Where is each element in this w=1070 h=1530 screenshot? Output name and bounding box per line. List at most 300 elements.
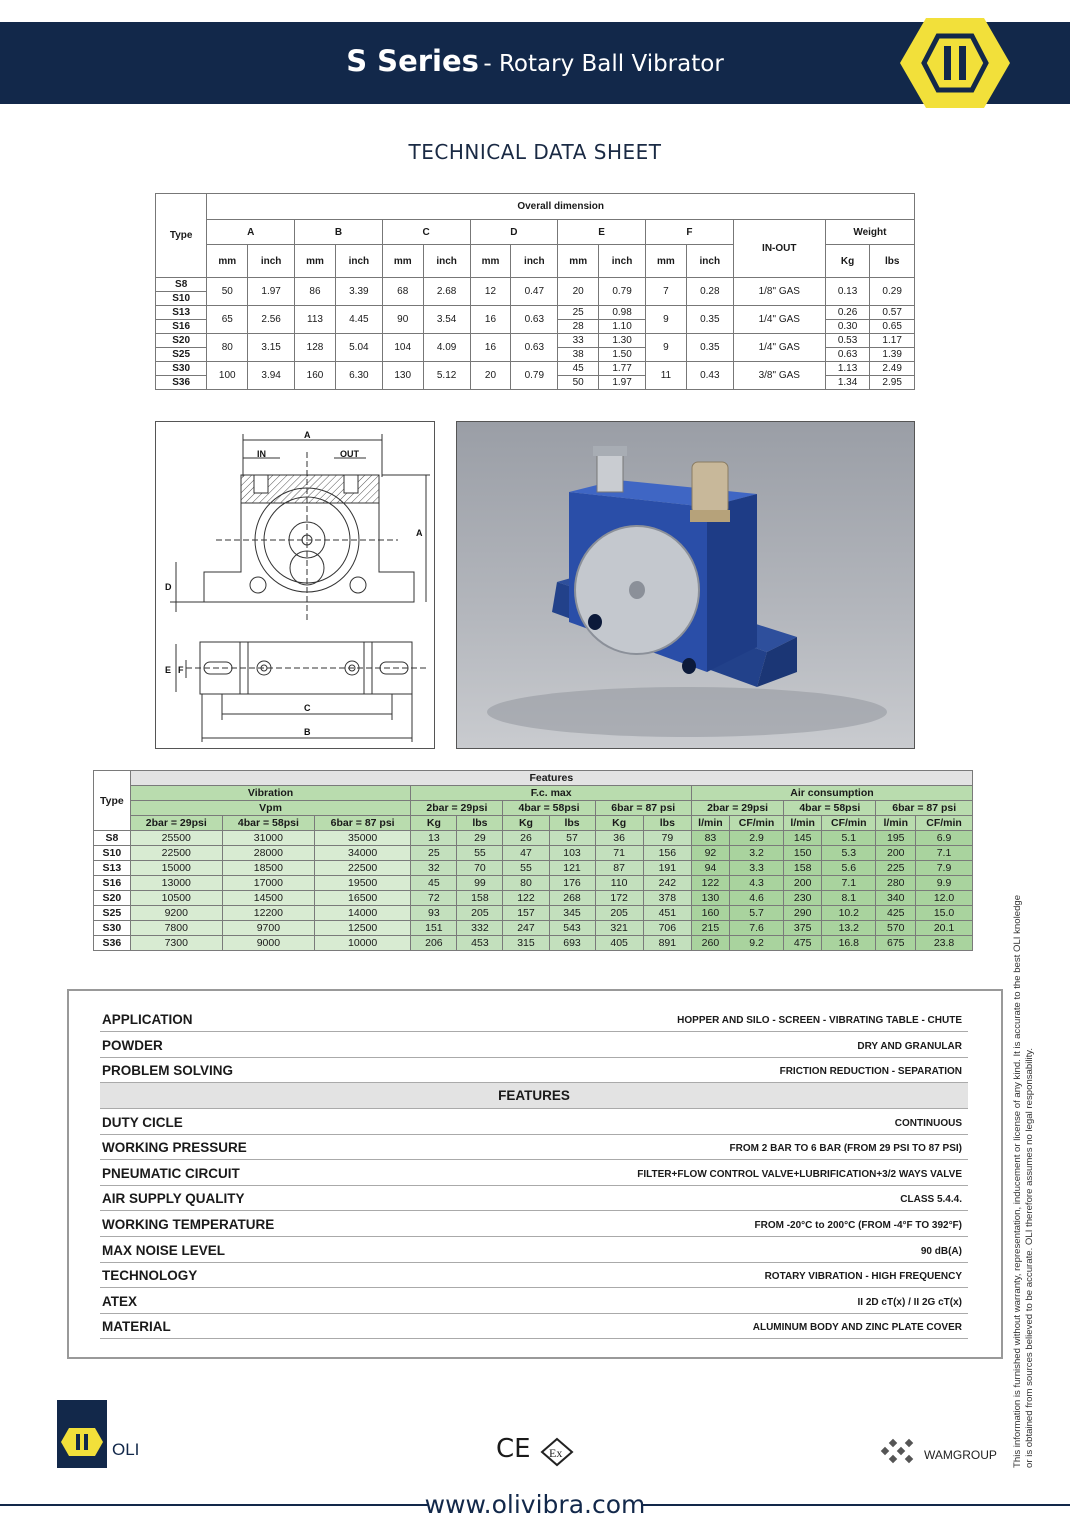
spec-label: POWDER <box>102 1038 163 1053</box>
feature-cell: 315 <box>503 936 549 951</box>
feature-cell: 7.9 <box>916 861 973 876</box>
feature-cell: 260 <box>691 936 729 951</box>
feature-cell: 94 <box>691 861 729 876</box>
unit: l/min <box>876 816 916 831</box>
drawing-svg <box>156 422 434 748</box>
feature-cell: 378 <box>643 891 691 906</box>
feature-cell: 14000 <box>314 906 410 921</box>
dim-cell: 65 <box>207 306 248 334</box>
spec-label: MAX NOISE LEVEL <box>102 1243 226 1258</box>
feature-cell: 20.1 <box>916 921 973 936</box>
feature-cell: 9200 <box>130 906 222 921</box>
dim-cell: 2.56 <box>248 306 295 334</box>
fc-pressure: 6bar = 87 psi <box>595 801 691 816</box>
dim-cell: 0.98 <box>599 306 646 320</box>
type-cell: S10 <box>94 846 131 861</box>
unit: CF/min <box>729 816 783 831</box>
feature-cell: 9000 <box>222 936 314 951</box>
spec-row <box>100 1313 968 1339</box>
label-b: B <box>304 727 311 737</box>
oli-brand: OLI <box>112 1440 140 1459</box>
inout-cell: 1/8" GAS <box>733 278 825 306</box>
dimension-table <box>155 193 915 390</box>
wamgroup-logo-icon <box>880 1436 920 1468</box>
feature-cell: 2.9 <box>729 831 783 846</box>
dim-cell: 160 <box>295 362 336 390</box>
feature-cell: 891 <box>643 936 691 951</box>
dim-cell: 6.30 <box>335 362 382 390</box>
dim-cell: 16 <box>470 306 511 334</box>
dim-cell: 128 <box>295 334 336 362</box>
feature-cell: 3.3 <box>729 861 783 876</box>
unit: CF/min <box>916 816 973 831</box>
feature-cell: 205 <box>457 906 503 921</box>
dim-cell: 16 <box>470 334 511 362</box>
feature-cell: 150 <box>784 846 822 861</box>
spec-row <box>100 1109 968 1135</box>
dim-cell: 0.35 <box>686 306 733 334</box>
unit: Kg <box>825 245 870 278</box>
dim-cell: 0.26 <box>825 306 870 320</box>
feature-cell: 92 <box>691 846 729 861</box>
feature-cell: 156 <box>643 846 691 861</box>
feature-cell: 122 <box>503 891 549 906</box>
label-in: IN <box>257 449 266 459</box>
dim-header-b: B <box>295 220 383 245</box>
feature-cell: 6.9 <box>916 831 973 846</box>
ce-mark: CE <box>496 1434 531 1464</box>
features-row <box>94 861 973 876</box>
feature-cell: 3.2 <box>729 846 783 861</box>
spec-row <box>100 1262 968 1288</box>
vpm-header: Vpm <box>130 801 411 816</box>
dim-cell: 5.12 <box>423 362 470 390</box>
spec-label: ATEX <box>102 1294 138 1309</box>
feature-cell: 25 <box>411 846 457 861</box>
feature-cell: 215 <box>691 921 729 936</box>
type-cell: S13 <box>156 306 207 320</box>
feature-cell: 110 <box>595 876 643 891</box>
feature-cell: 32 <box>411 861 457 876</box>
dimension-row <box>156 278 915 292</box>
feature-cell: 9.2 <box>729 936 783 951</box>
feature-cell: 34000 <box>314 846 410 861</box>
dim-cell: 0.28 <box>686 278 733 306</box>
feature-cell: 340 <box>876 891 916 906</box>
vib-pressure: 2bar = 29psi <box>130 816 222 831</box>
spec-value: DRY AND GRANULAR <box>857 1041 962 1052</box>
vibrator-image <box>457 422 914 748</box>
unit: mm <box>646 245 687 278</box>
inout-cell: 3/8" GAS <box>733 362 825 390</box>
overall-dimension-header: Overall dimension <box>207 194 915 220</box>
feature-cell: 5.7 <box>729 906 783 921</box>
dim-cell: 20 <box>470 362 511 390</box>
feature-cell: 130 <box>691 891 729 906</box>
type-cell: S20 <box>94 891 131 906</box>
dim-cell: 45 <box>558 362 599 376</box>
feature-cell: 191 <box>643 861 691 876</box>
feature-cell: 200 <box>876 846 916 861</box>
type-cell: S20 <box>156 334 207 348</box>
dim-header-d: D <box>470 220 558 245</box>
spec-value: FROM -20°C to 200°C (FROM -4°F TO 392°F) <box>754 1220 962 1231</box>
label-f: F <box>178 665 184 675</box>
spec-value: 90 dB(A) <box>920 1246 962 1257</box>
feature-cell: 405 <box>595 936 643 951</box>
features-row <box>94 906 973 921</box>
feature-cell: 80 <box>503 876 549 891</box>
features-row <box>94 936 973 951</box>
dim-cell: 0.35 <box>686 334 733 362</box>
type-cell: S36 <box>94 936 131 951</box>
spec-value: FILTER+FLOW CONTROL VALVE+LUBRIFICATION+3/2 WAYS VALVE <box>637 1169 962 1180</box>
dim-cell: 0.13 <box>825 278 870 306</box>
feature-cell: 103 <box>549 846 595 861</box>
unit: mm <box>558 245 599 278</box>
dim-cell: 1.30 <box>599 334 646 348</box>
feature-cell: 570 <box>876 921 916 936</box>
air-pressure: 4bar = 58psi <box>784 801 876 816</box>
feature-cell: 4.6 <box>729 891 783 906</box>
dim-cell: 38 <box>558 348 599 362</box>
feature-cell: 87 <box>595 861 643 876</box>
feature-cell: 693 <box>549 936 595 951</box>
feature-cell: 16500 <box>314 891 410 906</box>
dim-cell: 1.50 <box>599 348 646 362</box>
type-cell: S8 <box>94 831 131 846</box>
dim-cell: 11 <box>646 362 687 390</box>
fc-max-header: F.c. max <box>411 786 692 801</box>
feature-cell: 345 <box>549 906 595 921</box>
feature-cell: 15.0 <box>916 906 973 921</box>
dim-cell: 1.97 <box>248 278 295 306</box>
feature-cell: 9700 <box>222 921 314 936</box>
unit: lbs <box>643 816 691 831</box>
feature-cell: 706 <box>643 921 691 936</box>
feature-cell: 79 <box>643 831 691 846</box>
type-cell: S10 <box>156 292 207 306</box>
dim-cell: 9 <box>646 334 687 362</box>
dim-cell: 1.13 <box>825 362 870 376</box>
unit: mm <box>470 245 511 278</box>
feature-cell: 453 <box>457 936 503 951</box>
website-url[interactable]: www.olivibra.com <box>424 1490 646 1519</box>
feature-cell: 19500 <box>314 876 410 891</box>
dim-cell: 1.17 <box>870 334 915 348</box>
spec-label: APPLICATION <box>102 1012 193 1027</box>
dim-cell: 3.54 <box>423 306 470 334</box>
unit: mm <box>207 245 248 278</box>
label-out: OUT <box>340 449 359 459</box>
feature-cell: 158 <box>784 861 822 876</box>
spec-value: CONTINUOUS <box>894 1118 962 1129</box>
feature-cell: 4.3 <box>729 876 783 891</box>
feature-cell: 25500 <box>130 831 222 846</box>
unit: inch <box>423 245 470 278</box>
spec-row <box>100 1185 968 1211</box>
dim-cell: 33 <box>558 334 599 348</box>
feature-cell: 151 <box>411 921 457 936</box>
dim-cell: 68 <box>382 278 423 306</box>
feature-cell: 10.2 <box>822 906 876 921</box>
feature-cell: 17000 <box>222 876 314 891</box>
dim-cell: 0.63 <box>825 348 870 362</box>
dim-cell: 90 <box>382 306 423 334</box>
dim-cell: 1.39 <box>870 348 915 362</box>
dim-cell: 50 <box>558 376 599 390</box>
feature-cell: 195 <box>876 831 916 846</box>
feature-cell: 205 <box>595 906 643 921</box>
dim-cell: 3.39 <box>335 278 382 306</box>
features-row <box>94 921 973 936</box>
dim-cell: 0.47 <box>511 278 558 306</box>
spec-row <box>100 1160 968 1186</box>
type-cell: S16 <box>156 320 207 334</box>
spec-value: ALUMINUM BODY AND ZINC PLATE COVER <box>752 1322 962 1333</box>
inout-header: IN-OUT <box>733 220 825 278</box>
unit: l/min <box>691 816 729 831</box>
dim-header-f: F <box>646 220 734 245</box>
feature-cell: 7.1 <box>822 876 876 891</box>
dim-cell: 25 <box>558 306 599 320</box>
unit: Kg <box>503 816 549 831</box>
feature-cell: 5.6 <box>822 861 876 876</box>
product-photo <box>456 421 915 749</box>
features-row <box>94 846 973 861</box>
feature-cell: 12200 <box>222 906 314 921</box>
feature-cell: 675 <box>876 936 916 951</box>
air-pressure: 2bar = 29psi <box>691 801 783 816</box>
spec-value: HOPPER AND SILO - SCREEN - VIBRATING TABLE - CHUTE <box>677 1015 962 1026</box>
vib-pressure: 4bar = 58psi <box>222 816 314 831</box>
spec-label: WORKING TEMPERATURE <box>102 1217 275 1232</box>
feature-cell: 71 <box>595 846 643 861</box>
dim-cell: 0.43 <box>686 362 733 390</box>
feature-cell: 157 <box>503 906 549 921</box>
spec-row <box>100 1134 968 1160</box>
label-a-side: A <box>416 528 423 538</box>
spec-row <box>100 1006 968 1032</box>
feature-cell: 93 <box>411 906 457 921</box>
disclaimer-text: This information is furnished without warranty, representation, inducement or license of any kind. It is accurate to the best OLI knoledge or is obtained from sources believed to be accurate. OLI therefore assumes no legal responsability. <box>1012 894 1035 1468</box>
inout-cell: 1/4" GAS <box>733 306 825 334</box>
feature-cell: 5.3 <box>822 846 876 861</box>
dim-cell: 2.95 <box>870 376 915 390</box>
spec-row <box>100 1057 968 1083</box>
feature-cell: 72 <box>411 891 457 906</box>
sheet-title: TECHNICAL DATA SHEET <box>408 140 662 164</box>
fc-pressure: 2bar = 29psi <box>411 801 503 816</box>
feature-cell: 31000 <box>222 831 314 846</box>
air-pressure: 6bar = 87 psi <box>876 801 973 816</box>
inout-cell: 1/4" GAS <box>733 334 825 362</box>
feature-cell: 23.8 <box>916 936 973 951</box>
feature-cell: 121 <box>549 861 595 876</box>
feature-cell: 13000 <box>130 876 222 891</box>
dim-cell: 7 <box>646 278 687 306</box>
feature-cell: 12.0 <box>916 891 973 906</box>
dim-cell: 4.45 <box>335 306 382 334</box>
feature-cell: 22500 <box>130 846 222 861</box>
unit: inch <box>335 245 382 278</box>
dim-cell: 113 <box>295 306 336 334</box>
features-title: Features <box>130 771 972 786</box>
feature-cell: 475 <box>784 936 822 951</box>
feature-cell: 45 <box>411 876 457 891</box>
dim-cell: 130 <box>382 362 423 390</box>
oli-logo-icon <box>898 16 1012 110</box>
dim-cell: 12 <box>470 278 511 306</box>
dim-cell: 104 <box>382 334 423 362</box>
feature-cell: 15000 <box>130 861 222 876</box>
type-cell: S25 <box>94 906 131 921</box>
spec-label: PNEUMATIC CIRCUIT <box>102 1166 240 1181</box>
fc-pressure: 4bar = 58psi <box>503 801 595 816</box>
feature-cell: 99 <box>457 876 503 891</box>
unit: CF/min <box>822 816 876 831</box>
unit: lbs <box>870 245 915 278</box>
dim-cell: 0.30 <box>825 320 870 334</box>
vibration-header: Vibration <box>130 786 411 801</box>
dim-cell: 0.63 <box>511 334 558 362</box>
type-cell: S25 <box>156 348 207 362</box>
feature-cell: 206 <box>411 936 457 951</box>
unit: mm <box>382 245 423 278</box>
dim-cell: 0.65 <box>870 320 915 334</box>
atex-ex-icon <box>540 1437 574 1467</box>
feature-cell: 247 <box>503 921 549 936</box>
feature-cell: 57 <box>549 831 595 846</box>
feature-cell: 26 <box>503 831 549 846</box>
label-a-top: A <box>304 430 311 440</box>
spec-label: AIR SUPPLY QUALITY <box>102 1191 245 1206</box>
dim-cell: 86 <box>295 278 336 306</box>
feature-cell: 451 <box>643 906 691 921</box>
specification-box <box>67 989 1003 1359</box>
feature-cell: 7.6 <box>729 921 783 936</box>
dim-cell: 5.04 <box>335 334 382 362</box>
spec-row <box>100 1211 968 1237</box>
oli-footer-logo-icon <box>57 1400 109 1468</box>
feature-cell: 9.9 <box>916 876 973 891</box>
dim-cell: 0.79 <box>511 362 558 390</box>
label-e: E <box>165 665 172 675</box>
type-cell: S30 <box>94 921 131 936</box>
dim-cell: 100 <box>207 362 248 390</box>
spec-label: DUTY CICLE <box>102 1115 183 1130</box>
feature-cell: 55 <box>457 846 503 861</box>
label-c: C <box>304 703 311 713</box>
unit: l/min <box>784 816 822 831</box>
spec-label: MATERIAL <box>102 1319 171 1334</box>
unit: Kg <box>411 816 457 831</box>
dim-cell: 2.49 <box>870 362 915 376</box>
type-cell: S36 <box>156 376 207 390</box>
feature-cell: 332 <box>457 921 503 936</box>
dim-cell: 4.09 <box>423 334 470 362</box>
feature-cell: 160 <box>691 906 729 921</box>
feature-cell: 230 <box>784 891 822 906</box>
feature-cell: 14500 <box>222 891 314 906</box>
unit: lbs <box>457 816 503 831</box>
svg-text:Ex: Ex <box>549 1446 563 1460</box>
dim-cell: 1.77 <box>599 362 646 376</box>
feature-cell: 13.2 <box>822 921 876 936</box>
unit: lbs <box>549 816 595 831</box>
feature-cell: 28000 <box>222 846 314 861</box>
dim-cell: 3.15 <box>248 334 295 362</box>
spec-value: FRICTION REDUCTION - SEPARATION <box>779 1066 962 1077</box>
spec-row <box>100 1032 968 1058</box>
feature-cell: 425 <box>876 906 916 921</box>
feature-cell: 7300 <box>130 936 222 951</box>
type-cell: S8 <box>156 278 207 292</box>
dim-cell: 3.94 <box>248 362 295 390</box>
dimension-row <box>156 306 915 320</box>
dim-cell: 50 <box>207 278 248 306</box>
feature-cell: 22500 <box>314 861 410 876</box>
feature-cell: 35000 <box>314 831 410 846</box>
feature-cell: 145 <box>784 831 822 846</box>
feature-cell: 12500 <box>314 921 410 936</box>
type-cell: S13 <box>94 861 131 876</box>
dim-cell: 0.63 <box>511 306 558 334</box>
feature-cell: 280 <box>876 876 916 891</box>
feature-cell: 321 <box>595 921 643 936</box>
feature-cell: 36 <box>595 831 643 846</box>
title-series: S Series <box>346 44 479 78</box>
features-row <box>94 891 973 906</box>
features-heading: FEATURES <box>100 1083 968 1109</box>
feature-cell: 176 <box>549 876 595 891</box>
feature-cell: 7800 <box>130 921 222 936</box>
dim-cell: 0.79 <box>599 278 646 306</box>
dim-cell: 0.29 <box>870 278 915 306</box>
spec-label: PROBLEM SOLVING <box>102 1063 234 1078</box>
features-row <box>94 876 973 891</box>
dim-cell: 1.34 <box>825 376 870 390</box>
features-row <box>94 831 973 846</box>
feature-cell: 158 <box>457 891 503 906</box>
feature-cell: 172 <box>595 891 643 906</box>
feature-cell: 70 <box>457 861 503 876</box>
features-table <box>93 770 973 951</box>
spec-value: ROTARY VIBRATION - HIGH FREQUENCY <box>764 1271 962 1282</box>
unit: inch <box>248 245 295 278</box>
feature-cell: 543 <box>549 921 595 936</box>
feature-cell: 8.1 <box>822 891 876 906</box>
feature-cell: 47 <box>503 846 549 861</box>
type-cell: S16 <box>94 876 131 891</box>
dim-cell: 0.53 <box>825 334 870 348</box>
spec-label: TECHNOLOGY <box>102 1268 198 1283</box>
dim-cell: 0.57 <box>870 306 915 320</box>
feature-cell: 10000 <box>314 936 410 951</box>
unit: inch <box>686 245 733 278</box>
type-cell: S30 <box>156 362 207 376</box>
spec-row <box>100 1288 968 1314</box>
dim-header-e: E <box>558 220 646 245</box>
dim-cell: 9 <box>646 306 687 334</box>
feature-cell: 16.8 <box>822 936 876 951</box>
dim-header-c: C <box>382 220 470 245</box>
dim-cell: 1.10 <box>599 320 646 334</box>
feature-cell: 55 <box>503 861 549 876</box>
unit: inch <box>599 245 646 278</box>
dim-cell: 80 <box>207 334 248 362</box>
dim-cell: 2.68 <box>423 278 470 306</box>
